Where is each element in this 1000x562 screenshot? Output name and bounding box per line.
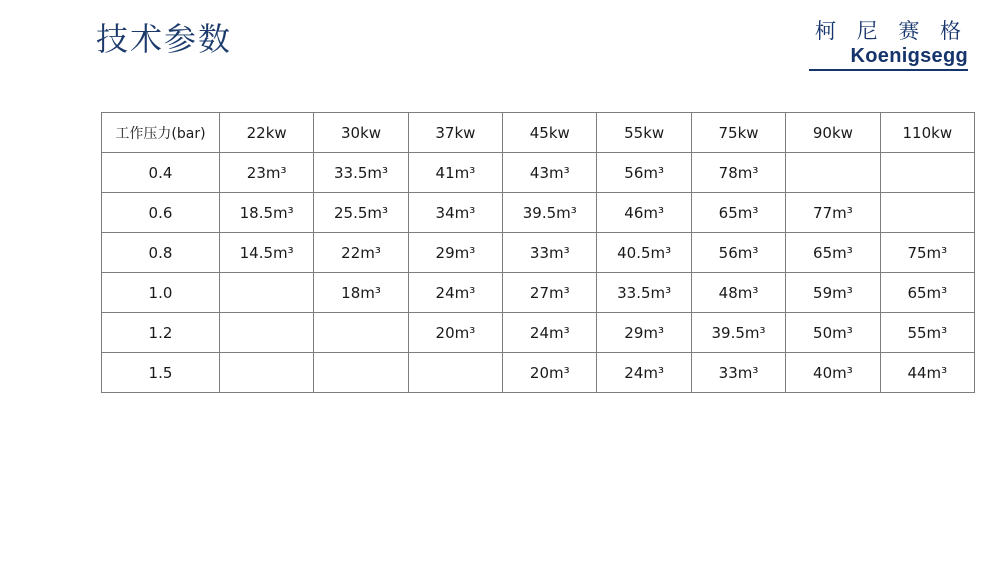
cell bbox=[880, 153, 974, 193]
cell: 50m³ bbox=[786, 313, 880, 353]
cell: 41m³ bbox=[408, 153, 502, 193]
column-header-90kw: 90kw bbox=[786, 113, 880, 153]
row-header-pressure: 1.0 bbox=[102, 273, 220, 313]
cell: 27m³ bbox=[503, 273, 597, 313]
cell: 33m³ bbox=[691, 353, 785, 393]
cell: 75m³ bbox=[880, 233, 974, 273]
column-header-45kw: 45kw bbox=[503, 113, 597, 153]
page-title: 技术参数 bbox=[96, 20, 233, 58]
cell: 78m³ bbox=[691, 153, 785, 193]
cell: 24m³ bbox=[597, 353, 691, 393]
cell: 46m³ bbox=[597, 193, 691, 233]
cell: 48m³ bbox=[691, 273, 785, 313]
row-header-pressure: 1.2 bbox=[102, 313, 220, 353]
table-row bbox=[102, 353, 975, 393]
column-header-22kw: 22kw bbox=[219, 113, 313, 153]
cell: 20m³ bbox=[408, 313, 502, 353]
cell: 65m³ bbox=[691, 193, 785, 233]
cell: 56m³ bbox=[691, 233, 785, 273]
brand-underline bbox=[809, 69, 968, 71]
cell: 44m³ bbox=[880, 353, 974, 393]
cell: 18.5m³ bbox=[219, 193, 313, 233]
cell: 33m³ bbox=[503, 233, 597, 273]
cell: 24m³ bbox=[408, 273, 502, 313]
cell: 25.5m³ bbox=[314, 193, 408, 233]
cell bbox=[314, 353, 408, 393]
cell: 34m³ bbox=[408, 193, 502, 233]
cell bbox=[408, 353, 502, 393]
cell: 59m³ bbox=[786, 273, 880, 313]
table-row bbox=[102, 193, 975, 233]
column-header-30kw: 30kw bbox=[314, 113, 408, 153]
cell: 65m³ bbox=[880, 273, 974, 313]
cell: 22m³ bbox=[314, 233, 408, 273]
cell: 65m³ bbox=[786, 233, 880, 273]
cell: 39.5m³ bbox=[503, 193, 597, 233]
cell: 55m³ bbox=[880, 313, 974, 353]
cell: 14.5m³ bbox=[219, 233, 313, 273]
cell: 29m³ bbox=[408, 233, 502, 273]
cell: 77m³ bbox=[786, 193, 880, 233]
row-header-pressure: 0.8 bbox=[102, 233, 220, 273]
table-header-row bbox=[102, 113, 975, 153]
row-header-pressure: 0.4 bbox=[102, 153, 220, 193]
cell: 24m³ bbox=[503, 313, 597, 353]
cell: 43m³ bbox=[503, 153, 597, 193]
cell: 39.5m³ bbox=[691, 313, 785, 353]
cell: 33.5m³ bbox=[314, 153, 408, 193]
cell: 56m³ bbox=[597, 153, 691, 193]
row-header-pressure: 0.6 bbox=[102, 193, 220, 233]
table-row bbox=[102, 313, 975, 353]
cell bbox=[314, 313, 408, 353]
table-row bbox=[102, 233, 975, 273]
technical-parameters-table-wrapper bbox=[101, 112, 975, 393]
cell: 29m³ bbox=[597, 313, 691, 353]
cell bbox=[219, 273, 313, 313]
cell bbox=[880, 193, 974, 233]
cell bbox=[219, 313, 313, 353]
cell bbox=[219, 353, 313, 393]
brand-name-chinese: 柯 尼 赛 格 bbox=[814, 19, 968, 43]
column-header-75kw: 75kw bbox=[691, 113, 785, 153]
cell: 40.5m³ bbox=[597, 233, 691, 273]
column-header-pressure: 工作压力(bar) bbox=[102, 113, 220, 153]
brand-logo bbox=[809, 20, 968, 71]
cell: 20m³ bbox=[503, 353, 597, 393]
cell bbox=[786, 153, 880, 193]
cell: 18m³ bbox=[314, 273, 408, 313]
table-row bbox=[102, 153, 975, 193]
cell: 33.5m³ bbox=[597, 273, 691, 313]
technical-parameters-table bbox=[101, 112, 975, 393]
cell: 23m³ bbox=[219, 153, 313, 193]
column-header-110kw: 110kw bbox=[880, 113, 974, 153]
row-header-pressure: 1.5 bbox=[102, 353, 220, 393]
column-header-37kw: 37kw bbox=[408, 113, 502, 153]
table-row bbox=[102, 273, 975, 313]
brand-name-english: Koenigsegg bbox=[850, 45, 968, 68]
cell: 40m³ bbox=[786, 353, 880, 393]
column-header-55kw: 55kw bbox=[597, 113, 691, 153]
